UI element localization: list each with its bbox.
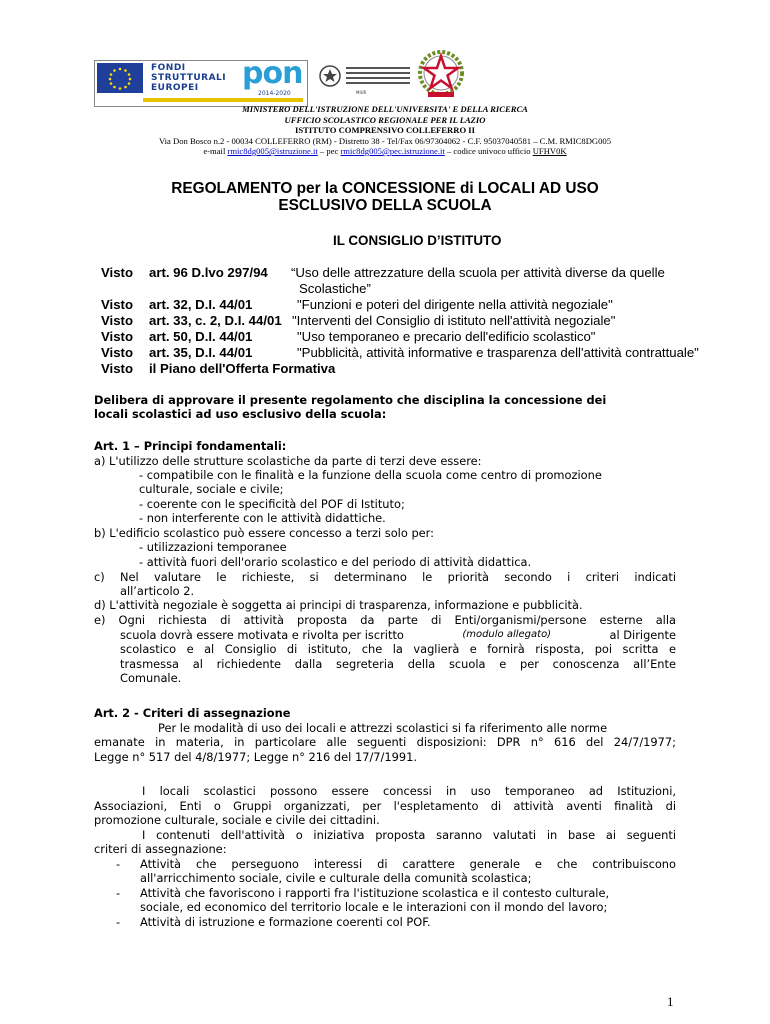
- pon-word: pon: [242, 56, 303, 91]
- art2-p2: Associazioni, Enti o Gruppi organizzati, per l'espletamento di attività aventi finalità di: [94, 799, 676, 813]
- miur-tag: MIUR: [356, 90, 367, 95]
- delibera-line1: Delibera di approvare il presente regolamento che disciplina la concessione dei: [94, 393, 607, 407]
- art1-c: c) Nel valutare le richieste, si determinano le priorità secondo i criteri indicati: [94, 570, 676, 584]
- fondi-logo-text: FONDI STRUTTURALI EUROPEI: [151, 63, 227, 93]
- art1-a: a) L'utilizzo delle strutture scolastiche da parte di terzi deve essere:: [94, 454, 482, 468]
- art1-a-item: - non interferente con le attività didattiche.: [139, 511, 386, 525]
- art2-heading: Art. 2 - Criteri di assegnazione: [94, 706, 291, 720]
- office-line: UFFICIO SCOLASTICO REGIONALE PER IL LAZIO: [284, 114, 486, 125]
- art1-b: b) L'edificio scolastico può essere concesso a terzi solo per:: [94, 526, 435, 540]
- section-subtitle: IL CONSIGLIO D’ISTITUTO: [333, 233, 502, 248]
- art1-e: e) Ogni richiesta di attività proposta da parte di Enti/organismi/persone esterne alla: [94, 613, 676, 627]
- miur-text-lines: [346, 67, 410, 87]
- art1-d: d) L'attività negoziale è soggetta ai principi di trasparenza, informazione e pubblicità.: [94, 598, 583, 612]
- delibera-line2: locali scolastici ad uso esclusivo della scuola:: [94, 407, 387, 421]
- criteria-item: Attività che favoriscono i rapporti fra l'istituzione scolastica e il contesto culturale,: [140, 886, 610, 900]
- institution-header: [0, 104, 770, 157]
- document-title-line1: REGOLAMENTO per la CONCESSIONE di LOCALI AD USO: [171, 180, 599, 197]
- fondi-strip: [143, 98, 303, 102]
- art2-p2: I locali scolastici possono essere concessi in uso temporaneo ad Istituzioni,: [142, 784, 676, 798]
- art2-p3: I contenuti dell'attività o iniziativa proposta saranno valutati in base ai seguenti: [142, 828, 676, 842]
- art1-b-item: - attività fuori dell'orario scolastico e del periodo di attività didattica.: [139, 555, 532, 569]
- eu-flag-icon: [97, 63, 143, 93]
- art1-a-item: - coerente con le specificità del POF di Istituto;: [139, 497, 405, 511]
- address-line: Via Don Bosco n.2 - 00034 COLLEFERRO (RM) - Distretto 38 - Tel/Fax 06/97304062 - C.F. 95037040581 – C.M. RMIC8DG005: [158, 135, 612, 146]
- list-dash: -: [116, 857, 121, 871]
- art2-p2: promozione culturale, sociale e civile dei cittadini.: [94, 813, 380, 827]
- miur-logo: [318, 64, 414, 96]
- modulo-allegato: (modulo allegato): [462, 629, 552, 640]
- art2-p1: Per le modalità di uso dei locali e attrezzi scolastici si fa riferimento alle norme: [158, 721, 608, 735]
- pon-years: 2014-2020: [258, 90, 291, 97]
- art1-e-line2: scuola dovrà essere motivata e rivolta per iscritto (modulo allegato) al Dirigente: [120, 628, 676, 642]
- art2-p3: criteri di assegnazione:: [94, 842, 227, 856]
- art1-e-line4: trasmessa al richiedente dalla segreteria della scuola e per conoscenza all’Ente: [120, 657, 676, 671]
- list-dash: -: [116, 886, 121, 900]
- art1-b-item: - utilizzazioni temporanee: [139, 540, 287, 554]
- criteria-item: Attività che perseguono interessi di carattere generale e che contribuiscono: [140, 857, 676, 871]
- office-code: UFHV0K: [532, 146, 567, 156]
- art1-e-line3: scolastico e al Consiglio di istituto, che la vaglierà e fornirà risposta, poi scritta e: [120, 642, 676, 656]
- art2-p1: emanate in materia, in particolare alle seguenti disposizioni: DPR n° 616 del 24/7/1977;: [94, 735, 676, 749]
- school-line: ISTITUTO COMPRENSIVO COLLEFERRO II: [295, 125, 475, 135]
- art1-heading: Art. 1 – Principi fondamentali:: [94, 439, 287, 453]
- page-number: 1: [667, 994, 674, 1009]
- document-title-line2: ESCLUSIVO DELLA SCUOLA: [278, 197, 492, 214]
- pec-link[interactable]: rmic8dg005@pec.istruzione.it: [340, 146, 445, 156]
- art1-a-item: culturale, sociale e civile;: [139, 482, 284, 496]
- list-dash: -: [116, 915, 121, 929]
- art1-a-item: - compatibile con le finalità e la funzione della scuola come centro di promozione: [139, 468, 602, 482]
- ministry-line: MINISTERO DELL'ISTRUZIONE DELL'UNIVERSITA' E DELLA RICERCA: [242, 104, 528, 114]
- italy-emblem-icon: [318, 64, 342, 88]
- art2-p1: Legge n° 517 del 4/8/1977; Legge n° 216 del 17/7/1991.: [94, 750, 417, 764]
- pon-logo: [240, 56, 312, 98]
- criteria-item: all'arricchimento sociale, civile e culturale della comunità scolastica;: [140, 871, 532, 885]
- republic-emblem-icon: [416, 48, 466, 100]
- criteria-item: sociale, ed economico del territorio locale e le interazioni con il mondo del lavoro;: [140, 900, 608, 914]
- contact-line: e-mail rmic8dg005@istruzione.it – pec rmic8dg005@pec.istruzione.it – codice univoco ufficio UFHV0K: [203, 146, 567, 156]
- art1-c-cont: all’articolo 2.: [120, 584, 195, 598]
- art1-e-line5: Comunale.: [120, 671, 182, 685]
- criteria-item: Attività di istruzione e formazione coerenti col POF.: [140, 915, 431, 929]
- email-link[interactable]: rmic8dg005@istruzione.it: [227, 146, 318, 156]
